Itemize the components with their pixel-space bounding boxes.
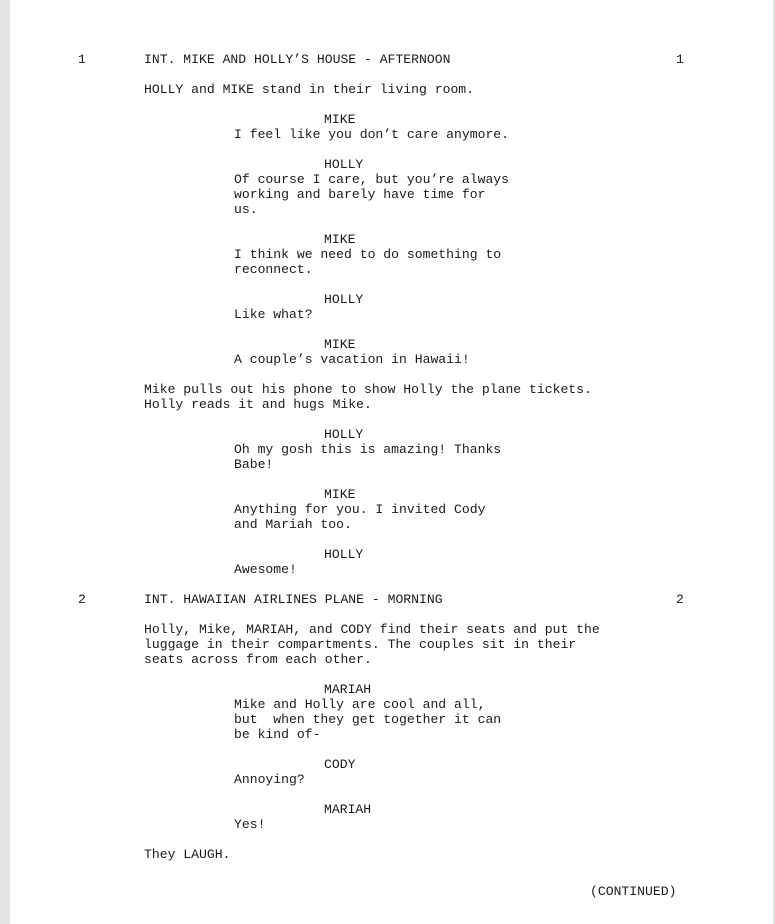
action-line: luggage in their compartments. The couples sit in their (144, 637, 577, 652)
scene-number-left: 1 (78, 52, 86, 67)
dialogue-line: Babe! (234, 457, 274, 472)
scene-number-left: 2 (78, 592, 86, 607)
character-cue: MIKE (324, 487, 356, 502)
dialogue-line: and Mariah too. (234, 517, 352, 532)
dialogue-line: Mike and Holly are cool and all, (234, 697, 486, 712)
action-line: HOLLY and MIKE stand in their living room. (144, 82, 475, 97)
action-line: seats across from each other. (144, 652, 372, 667)
action-line: They LAUGH. (144, 847, 231, 862)
scene-heading: INT. MIKE AND HOLLY’S HOUSE - AFTERNOON (144, 52, 451, 67)
dialogue-line: Oh my gosh this is amazing! Thanks (234, 442, 502, 457)
dialogue-line: be kind of- (234, 727, 321, 742)
dialogue-line: Annoying? (234, 772, 305, 787)
character-cue: MIKE (324, 232, 356, 247)
character-cue: HOLLY (324, 427, 364, 442)
character-cue: MIKE (324, 112, 356, 127)
scene-number-right: 1 (676, 52, 684, 67)
dialogue-line: working and barely have time for (234, 187, 486, 202)
scene-heading: INT. HAWAIIAN AIRLINES PLANE - MORNING (144, 592, 443, 607)
dialogue-line: I feel like you don’t care anymore. (234, 127, 510, 142)
character-cue: MIKE (324, 337, 356, 352)
dialogue-line: Anything for you. I invited Cody (234, 502, 486, 517)
dialogue-line: us. (234, 202, 258, 217)
dialogue-line: A couple’s vacation in Hawaii! (234, 352, 470, 367)
dialogue-line: Awesome! (234, 562, 297, 577)
action-line: Holly, Mike, MARIAH, and CODY find their seats and put the (144, 622, 600, 637)
scene-number-right: 2 (676, 592, 684, 607)
character-cue: HOLLY (324, 547, 364, 562)
character-cue: MARIAH (324, 802, 372, 817)
action-line: Mike pulls out his phone to show Holly the plane tickets. (144, 382, 592, 397)
action-line: Holly reads it and hugs Mike. (144, 397, 372, 412)
dialogue-line: but when they get together it can (234, 712, 502, 727)
character-cue: HOLLY (324, 292, 364, 307)
character-cue: CODY (324, 757, 356, 772)
dialogue-line: Yes! (234, 817, 266, 832)
character-cue: MARIAH (324, 682, 372, 697)
script-page (10, 0, 773, 924)
character-cue: HOLLY (324, 157, 364, 172)
continued-marker: (CONTINUED) (590, 884, 677, 899)
dialogue-line: reconnect. (234, 262, 313, 277)
dialogue-line: Of course I care, but you’re always (234, 172, 510, 187)
dialogue-line: I think we need to do something to (234, 247, 502, 262)
dialogue-line: Like what? (234, 307, 313, 322)
